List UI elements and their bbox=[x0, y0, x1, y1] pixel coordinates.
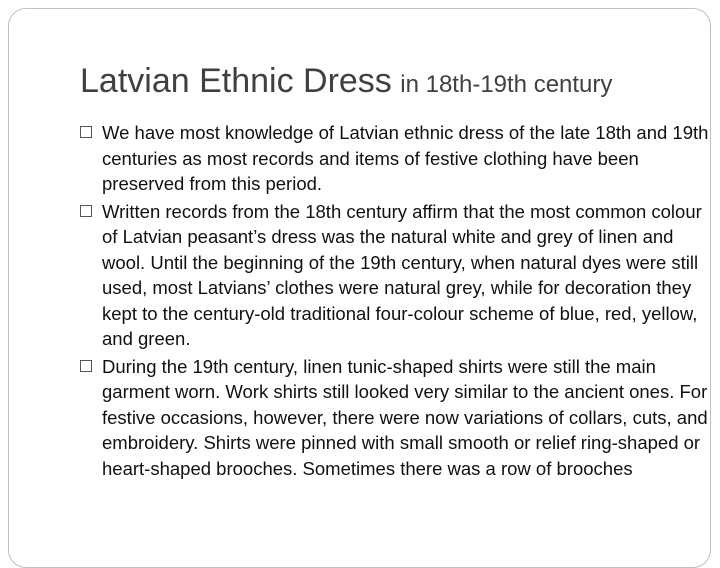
bullet-list bbox=[80, 120, 720, 483]
bullet-item bbox=[80, 199, 720, 352]
bullet-text: During the 19th century, linen tunic-shaped shirts were still the main garment worn. Work shirts still looked very similar to the ancient ones. For festive occasions, however, there were now variations of collars, cuts, and embroidery. Shirts were pinned with small smooth or relief ring-shaped or heart-shaped brooches. Sometimes there was a row of brooches bbox=[102, 355, 708, 479]
bullet-text: Written records from the 18th century affirm that the most common colour of Latvian peasant’s dress was the natural white and grey of linen and wool. Until the beginning of the 19th century, when natural dyes were still used, most Latvians’ clothes were natural grey, while for decoration they kept to the century-old traditional four-colour scheme of blue, red, yellow, and green. bbox=[102, 200, 702, 349]
slide-title bbox=[80, 62, 612, 101]
square-bullet-icon bbox=[80, 360, 92, 372]
bullet-item bbox=[80, 120, 720, 197]
slide-title-main: Latvian Ethnic Dress bbox=[80, 62, 392, 100]
square-bullet-icon bbox=[80, 126, 92, 138]
square-bullet-icon bbox=[80, 205, 92, 217]
bullet-item bbox=[80, 354, 720, 482]
slide-title-sub: in 18th-19th century bbox=[400, 71, 613, 98]
bullet-text: We have most knowledge of Latvian ethnic dress of the late 18th and 19th centuries as most records and items of festive clothing have been preserved from this period. bbox=[102, 122, 709, 194]
